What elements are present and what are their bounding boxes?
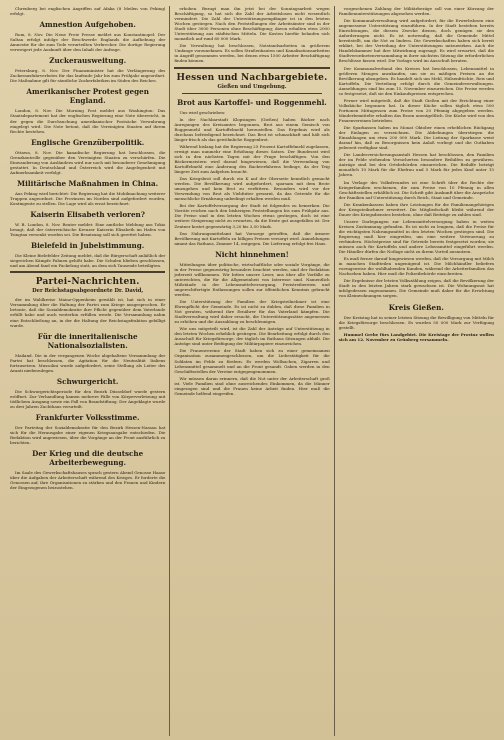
headline-zucker: Zuckerausweitung.: [49, 56, 127, 66]
article-text: Wir müssen daran erinnern, daß die Not unter der Arbeiterschaft groß ist. Viele Familien sind ohne ausreichendes Einkommen, da die Männer eingezogen sind und die Frauen keine Arbeit finden. Hier muß die Gemeinde helfend eingreifen.: [174, 375, 330, 396]
divider: [174, 67, 329, 69]
article-text: Im Saale des Gewerkschaftshauses sprach gestern Abend Genosse Haase über die Aufgaben der Arbeiterschaft während des Krieges. Er forderte die Genossen auf, ihre Organisationen zu stärken und den Frauen und Kindern der Eingezogenen beizustehen.: [10, 470, 166, 491]
headline-bielefeld: Bielefeld in Jubelstimmung.: [31, 241, 145, 251]
headline-china: Militärische Maßnahmen in China.: [17, 178, 159, 188]
article-text: Die Sparkassen haben im Monat Oktober einen erheblichen Rückgang der Einlagen zu verzeichnen. Die Abhebungen überstiegen die Einzahlungen um etwa 200 000 Mark. Die Leitung der Sparkasse weist darauf hin, daß zu Besorgnissen kein Anlaß vorliegt und die Guthaben jederzeit verfügbar sind.: [338, 125, 494, 151]
article-text: W. B. London, 8. Nov. Reuter meldet: Eine amtliche Meldung aus Tokio besagt, daß der österreichische Kreuzer Kaiserin Elisabeth im Hafen von Tsingtau versenkt worden sei. Die Besatzung soll sich gerettet haben.: [10, 222, 166, 238]
article-text: Die Landesversicherungsanstalt Hessen hat beschlossen, den Familien der im Felde stehenden Versicherten besondere Beihilfen zu gewähren. Anträge sind bei den Ortsbehörden einzureichen. Die Beihilfe beträgt monatlich 10 Mark für die Ehefrau und 5 Mark für jedes Kind unter 15 Jahren.: [338, 152, 494, 178]
article-text: erhoben. Bezugt man ihn jetzt bei der Sonntagsarbeit wegen Beschäftigung, so hat sich die Zahl der Arbeitslosen nicht wesentlich vermindert. Die Zahl der Unterstützungsempfänger ist in den letzten Wochen gestiegen. Nach den Feststellungen der Arbeitsämter sind in der Stadt über 3000 Personen ohne Beschäftigung; davon erhalten etwa 2000 Unterstützung aus städtischen Mitteln. Die Kosten hierfür belaufen sich monatlich auf rund 60 000 Mark.: [174, 6, 330, 42]
column-left: [6, 6, 170, 736]
divider: [10, 271, 165, 273]
divider: [182, 93, 321, 94]
headline-frankfurt: Frankfurter Volksstimme.: [35, 412, 140, 422]
article-text: Die Krankenkassen haben ihre Leistungen für die Familienangehörigen der Kriegsteilnehmer erweitert. Die Mitgliedschaft bleibt während der Dauer des Kriegsdienstes bestehen, ohne daß Beiträge zu zahlen sind.: [338, 201, 494, 217]
article-text: Petersburg, 8. Nov. Der Finanzminister hat die Verlängerung des Zuckerausfuhrverbotes für das laufende Jahr bis zum Frühjahr angeordnet. Die Maßnahme gilt für sämtliche Zuckerfabriken im Süden des Reiches.: [10, 68, 166, 84]
headline-protest: Amerikanischer Protest gegen England.: [26, 87, 149, 106]
subheading-giessen: Gießen und Umgebung.: [217, 83, 287, 90]
headline-nicht: Nicht hinnehmen!: [215, 249, 289, 259]
article-text: Der Parteitag der Sozialdemokratie für den Bezirk Hessen-Nassau hat sich für die Herausgabe einer eigenen Kriegsausgabe entschieden. Die Redaktion wird angewiesen, über die Vorgänge an der Front ausführlich zu berichten.: [10, 424, 166, 446]
headline-verein: Für die inneritalienische Nationalsozialisten.: [37, 331, 138, 350]
headline-elisabeth: Kaiserin Elisabeth verloren?: [30, 210, 145, 220]
article-text: Wie uns mitgeteilt wird, ist die Zahl der Anträge auf Unterstützung in den letzten Wochen erheblich gestiegen. Die Bearbeitung erfolgt durch den Ausschuß für Kriegsfürsorge, der täglich im Rathaus Sitzungen abhält. Die Anträge sind unter Beifügung der Militärpapiere einzureichen.: [174, 326, 330, 347]
headline-amnestie: Amnestion Aufgehoben.: [39, 20, 136, 30]
column-right: [335, 6, 498, 736]
article-text: Mitteilungen über politische, wirtschaftliche oder soziale Vorgänge, die in der Presse gegenwärtig besonders beachtet werden, sind der Redaktion jederzeit willkommen. Wir bitten unsere Leser, uns über alle Vorfälle zu unterrichten, die für die Allgemeinheit von Interesse sind. Namentlich Mißstände in der Lebensmittelversorgung, Preistreibereien und ungerechtfertigte Entlassungen sollen zur öffentlichen Kenntnis gebracht werden.: [174, 261, 330, 297]
subheading: Der Reichstagsabgeordnete Dr. David,: [32, 288, 144, 295]
article-text: Die Verwaltung hat beschlossen, Notstandsarbeiten in größerem Umfange vorzunehmen. Es sollen Straßenbauten und Kanalisationsarbeiten in Angriff genommen werden, bei denen etwa 1500 Arbeiter Beschäftigung finden können.: [174, 43, 330, 64]
section-title-hessen: Hessen und Nachbargebiete.: [176, 72, 328, 83]
article-text: Das Nahrungsmittelamt hat Vorsorge getroffen, daß die ärmere Bevölkerung mit Kartoffeln zu billigen Preisen versorgt wird. Anmeldungen nimmt das Rathaus, Zimmer 14, entgegen. Die Lieferung erfolgt frei Haus.: [174, 230, 330, 246]
article-text: Rom, 8. Nov. Die Neue Freie Presse meldet aus Konstantinopel: Der Sultan erfolgt infolge der Beschwerde Englands die Aufhebung der Amnestie für die zum Tode verurteilten Verbrecher. Die dortige Regierung verweigert jede Auskunft über den Inhalt der Anfrage.: [10, 32, 166, 53]
headline-grenz: Englische Grenzüberpolitik.: [31, 137, 145, 147]
article-text: Hummel Grebe fürs Landgebiet. Die Kreistage der Provinz wollen sich am 12. November zu Grünberg versammeln.: [338, 331, 494, 342]
article-text: Die Ergebnisse der letzten Volkszählung zeigen, daß die Bevölkerung der Stadt in den letzten Jahren stark gewachsen ist. Die Wohnungsnot hat infolgedessen zugenommen. Die Gemeinde muß daher für die Errichtung von Kleinwohnungen sorgen.: [338, 278, 494, 299]
article-text: Der Kommunalverband des Kreises hat beschlossen, Lebensmittel in größeren Mengen anzukaufen, um sie zu mäßigen Preisen an die Bevölkerung abzugeben. Es handelt sich um Mehl, Hülsenfrüchte, Reis und Kartoffeln. Die Verteilung erfolgt durch die Gemeindeverwaltungen. Anmeldungen sind bis zum 15. November einzureichen. Die Preise werden so festgesetzt, daß sie den Einkaufspreisen entsprechen.: [338, 65, 494, 96]
article-text: Die Schwurgerichtsperiode für den Bezirk Düsseldorf wurde gestern eröffnet. Zur Verhandlung kamen mehrere Fälle von Körperverletzung mit tödlichem Ausgang sowie ein Fall von Brandstiftung. Der Angeklagte wurde zu drei Jahren Zuchthaus verurteilt.: [10, 388, 166, 409]
article-text: Aus Peking wird berichtet: Die Regierung hat die Mobilmachung weiterer Truppen angeordnet. Die Provinzen im Norden sind aufgefordert worden, Kontingente zu stellen. Die Lage wird als ernst bezeichnet.: [10, 190, 166, 206]
article-text: Die Frauenvereine der Stadt haben sich zu einer gemeinsamen Organisation zusammengeschlossen, um die Liebestätigkeit für die Soldaten im Felde zu fördern. Es werden Wollsachen, Zigarren und Lebensmittel gesammelt und an die Front gesandt. Gaben werden in den Geschäftsstellen der Vereine entgegengenommen.: [174, 348, 330, 374]
section-title-partei: Partei-Nachrichten.: [35, 277, 140, 288]
article-text: vorgesehenen Zahlung der Militärbezüge soll von einer Kürzung der Familienunterstützungen abgesehen werden.: [338, 6, 494, 17]
column-middle: [170, 6, 334, 736]
article-text: Uns wird geschrieben:: [179, 109, 226, 115]
headline-kreis: Kreis Gießen.: [388, 302, 444, 312]
article-text: Die Kleine Bielefelder Zeitung meldet, daß die Bürgerschaft anläßlich der siegreichen Kämpfe Fahnen gehißt habe. Die Schulen blieben geschlossen, und am Abend fand ein Fackelzug statt, an dem sich Tausende beteiligten.: [10, 253, 166, 269]
article-text: Bei der Kartoffelversorgung der Stadt ist folgendes zu bemerken: Die Vorräte reichen nach den bisherigen Feststellungen bis zum Frühjahr aus. Die Preise sind in den letzten Wochen etwas gestiegen, doch ist eine weitere Steigerung nicht zu erwarten, da die Ernte gut ausgefallen ist. Der Zentner kostet gegenwärtig 3,20 bis 3,50 Mark.: [174, 203, 330, 229]
article-text: Mailand. Die in der vergangenen Woche abgehaltene Versammlung der Partei hat beschlossen, die Agitation für die Neutralität Italiens fortzusetzen. Mussolini wurde aufgefordert, seine Stellung als Leiter des Avanti niederzulegen.: [10, 352, 166, 373]
article-text: London, 8. Nov. Die Morning Post meldet aus Washington: Das Staatsdepartement hat der englischen Regierung eine Note überreicht, in der gegen die Durchsuchung amerikanischer Postsäcke Verwahrung eingelegt wird. Die Note betont, daß die Vereinigten Staaten auf ihrem Rechte bestehen.: [10, 108, 166, 134]
article-text: Unsere Darlegungen zur Lebensmittelversorgung haben in weiten Kreisen Zustimmung gefunden. Es ist nicht zu leugnen, daß die Preise für die wichtigsten Nahrungsmittel in den letzten Wochen gestiegen sind. Die Regierung muß hier eingreifen, um eine weitere Verteuerung zu verhindern. Höchstpreise sind für Getreide bereits festgesetzt worden; sie müssen auch für Kartoffeln und andere Lebensmittel eingeführt werden. Die Händler dürfen die Notlage nicht zu ihrem Vorteil ausnutzen.: [338, 218, 494, 255]
article-text: Im Verlage des Volksfreundes ist eine Schrift über die Rechte der Kriegerfamilien erschienen, die zum Preise von 10 Pfennig in allen Geschäftsstellen erhältlich ist. Die Schrift gibt Auskunft über die Ansprüche der Familien auf Unterstützung durch Reich, Staat und Gemeinde.: [338, 179, 494, 200]
article-text: Das Kriegsbrot soll durch ein K auf der Oberseite kenntlich gemacht werden. Die Bevölkerung wird aufgefordert, sparsam mit dem Brote umzugehen und kein Brot zu verfüttern. Besonders wird vor der Verwendung von Brot als Viehfutter gewarnt, da das Getreide für die menschliche Ernährung unbedingt erhalten werden muß.: [174, 176, 330, 202]
article-text: Der Kreistag hat in seiner letzten Sitzung die Bewilligung von Mitteln für die Kriegsfürsorge beschlossen. Es wurden 50 000 Mark zur Verfügung gestellt.: [338, 314, 494, 330]
article-text: Chrenberg bei englischen Angriffen auf Afaka (8 Meilen von Peking) erfolgt.: [10, 6, 166, 17]
article-text: der im Wahlkreise Mainz-Oppenheim gewählt ist, hat sich in einer Versammlung über die Haltung der Partei zum Kriege ausgesprochen. Er betonte, daß die Sozialdemokratie ihre Pflicht gegenüber dem Vaterlande erfüllt habe und auch weiterhin erfüllen werde. Die Versammlung nahm eine Entschließung an, in der die Haltung der Reichstagsfraktion gebilligt wurde.: [10, 297, 166, 328]
headline-schwurgericht: Schwurgericht.: [56, 376, 119, 386]
article-text: Ottawa, 8. Nov. Die kanadische Regierung hat beschlossen, die Grenzkontrolle gegenüber den Vereinigten Staaten zu verschärfen. Die Einwanderung von Ausländern wird nur noch mit besonderer Genehmigung gestattet. In Deutschland und Österreich wird die Angelegenheit mit Aufmerksamkeit verfolgt.: [10, 149, 166, 175]
article-text: Die Unterstützung der Familien der Kriegsteilnehmer ist eine Ehrenpflicht der Gemeinde. Es ist nicht zu dulden, daß diese Familien in Not geraten, während ihre Ernährer für das Vaterland kämpfen. Die Stadtverwaltung wird daher ersucht, die Unterstützungssätze angemessen zu erhöhen und die Auszahlung zu beschleunigen.: [174, 299, 330, 325]
headline-krieg: Der Krieg und die deutsche Arbeiterbewegung.: [32, 449, 144, 468]
article-text: Die Kommunalverwaltung wird aufgefordert, für die Erwerbslosen eine angemessene Unterstützung einzuführen. In der Stadt bestehen bereits Einrichtungen, die diesem Zwecke dienen, doch genügen sie den Anforderungen nicht. Es ist notwendig, daß die Gemeinde Mittel bereitstellt, um die Not zu lindern. Die Gewerkschaften haben sich bereit erklärt, bei der Verteilung der Unterstützungen mitzuwirken. Auch die Handelskammer hat ihre Mitwirkung zugesagt. Es wird erwartet, daß die Stadtverordnetenversammlung in ihrer nächsten Sitzung die erforderlichen Beschlüsse fassen wird. Die Vorlage wird im Ausschuß beraten.: [338, 18, 494, 64]
article-text: In der Nachbarstadt Klopsingen (Gießen) haben Bäcker nach Anregungen des Kreisamtes begonnen, Brot aus einem Gemisch von Roggenmehl und Kartoffelmehl herzustellen. Das Ergebnis wird als durchaus befriedigend bezeichnet. Das Brot ist schmackhaft und hält sich länger frisch als das gewöhnliche Roggenbrot.: [174, 116, 330, 142]
headline-brot: Brot aus Kartoffel- und Roggenmehl.: [177, 97, 327, 107]
article-text: Ferner wird mitgeteilt, daß die Stadt Gießen mit der Errichtung einer Volksküche begonnen hat. In dieser Küche sollen täglich etwa 500 Portionen Mittagessen zum Preise von 20 Pfennig abgegeben werden. Minderbemittelte erhalten das Essen unentgeltlich. Die Küche wird von den Frauenvereinen betrieben.: [338, 97, 494, 123]
article-text: Während bislang hat die Regierung 25 Prozent Kartoffelmehl zugelassen, erwägt man nunmehr eine Erhöhung dieses Satzes. Der Bundesrat wird sich in den nächsten Tagen mit der Frage beschäftigen. Von den Bäckermeistern wird darauf hingewiesen, daß die Verwendung von Kartoffelmehl eine Änderung des Backverfahrens bedinge, da der Teig längere Zeit zum Aufgehen braucht.: [174, 143, 330, 175]
article-text: Es muß ferner darauf hingewiesen werden, daß die Versorgung mit Milch in manchen Stadtteilen ungenügend ist. Die Milchhändler beliefern vorzugsweise die wohlhabenden Kunden, während die Arbeiterfamilien das Nachsehen haben. Hier muß die Polizeibehörde einschreiten.: [338, 256, 494, 277]
